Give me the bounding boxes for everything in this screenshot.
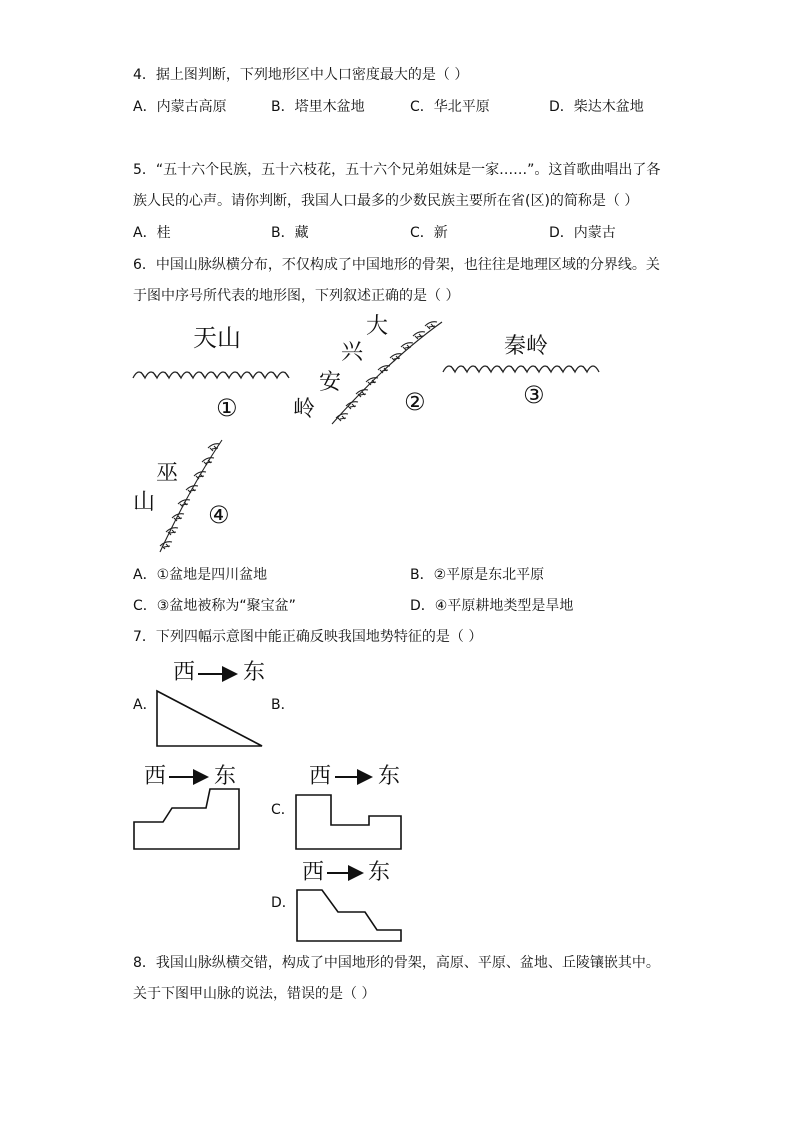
q7c-east: 东: [378, 764, 401, 789]
q7d-east: 东: [368, 860, 391, 885]
q4-option-a: A．内蒙古高原: [133, 99, 227, 115]
q5-option-d: D．内蒙古: [549, 225, 616, 241]
marker-1: ①: [216, 394, 238, 422]
daxinganling-char-3: 安: [319, 370, 342, 395]
q6-option-a: A．①盆地是四川盆地: [133, 567, 268, 583]
q5-option-a: A．桂: [133, 225, 171, 241]
wushan-mountain-range: [160, 440, 222, 552]
q5-stem-line1: 5．“五十六个民族，五十六枝花，五十六个兄弟姐妹是一家……”。这首歌曲唱出了各: [133, 162, 661, 178]
q7-label-a: A．: [133, 697, 157, 713]
q5-stem-line2: 族人民的心声。请你判断，我国人口最多的少数民族主要所在省(区)的简称是（ ）: [133, 193, 639, 209]
q7d-west: 西: [302, 860, 325, 885]
q7a-east: 东: [243, 660, 266, 685]
daxinganling-char-4: 岭: [293, 397, 316, 422]
q4-option-c: C．华北平原: [410, 99, 490, 115]
q7-diagram-b: [134, 777, 239, 849]
q6-option-d: D．④平原耕地类型是旱地: [410, 598, 574, 614]
q7a-west: 西: [173, 660, 196, 685]
q6-stem-line2: 于图中序号所代表的地形图，下列叙述正确的是（ ）: [133, 288, 460, 304]
q6-option-c: C．③盆地被称为“聚宝盆”: [133, 598, 296, 614]
tianshan-label: 天山: [193, 324, 241, 352]
daxinganling-char-2: 兴: [341, 340, 364, 365]
q7-stem: 7．下列四幅示意图中能正确反映我国地势特征的是（ ）: [133, 629, 483, 645]
q6-option-b: B．②平原是东北平原: [410, 567, 545, 583]
q7-label-b: B．: [271, 697, 295, 713]
marker-2: ②: [404, 388, 426, 416]
q7b-west: 西: [144, 764, 167, 789]
q7c-west: 西: [309, 764, 332, 789]
q7-diagram-a: [157, 674, 262, 746]
q7-diagram-c: [296, 777, 401, 849]
wushan-char-2: 山: [133, 490, 156, 515]
q4-option-b: B．塔里木盆地: [271, 99, 365, 115]
q8-stem-line1: 8．我国山脉纵横交错，构成了中国地形的骨架，高原、平原、盆地、丘陵镶嵌其中。: [133, 955, 660, 971]
q8-stem-line2: 关于下图甲山脉的说法，错误的是（ ）: [133, 986, 376, 1002]
tianshan-mountain-range: [133, 372, 289, 378]
q4-stem: 4．据上图判断，下列地形区中人口密度最大的是（ ）: [133, 67, 469, 83]
daxinganling-mountain-range: [332, 322, 442, 424]
q5-option-c: C．新: [410, 225, 448, 241]
wushan-char-1: 巫: [156, 461, 179, 486]
marker-3: ③: [523, 381, 545, 409]
daxinganling-char-1: 大: [366, 314, 389, 339]
q6-stem-line1: 6．中国山脉纵横分布，不仅构成了中国地形的骨架，也往往是地理区域的分界线。关: [133, 257, 660, 273]
qinling-label: 秦岭: [504, 334, 549, 359]
q4-option-d: D．柴达木盆地: [549, 99, 644, 115]
q7b-east: 东: [214, 764, 237, 789]
marker-4: ④: [208, 501, 230, 529]
q7-label-c: C．: [271, 802, 295, 818]
qinling-mountain-range: [443, 366, 599, 372]
q7-diagram-d: [297, 873, 401, 941]
q7-label-d: D．: [271, 895, 296, 911]
q5-option-b: B．藏: [271, 225, 309, 241]
